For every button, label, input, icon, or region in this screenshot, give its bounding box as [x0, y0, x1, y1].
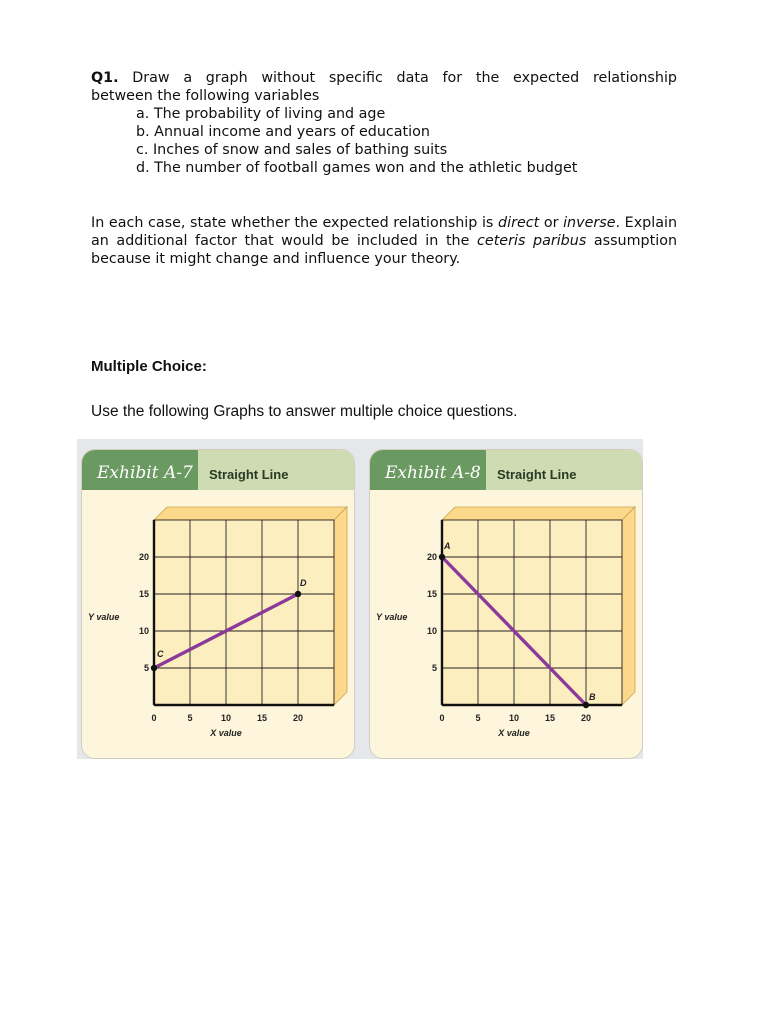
instructions-paragraph — [91, 214, 677, 268]
instr-inverse: inverse — [563, 215, 616, 231]
x-tick-label: 10 — [220, 713, 232, 723]
y-tick-label: 20 — [426, 552, 437, 562]
data-point — [151, 665, 157, 671]
q1-label: Q1. — [91, 70, 119, 86]
data-point — [439, 554, 445, 560]
x-tick-label: 5 — [187, 713, 193, 723]
q1-text-1: Draw a graph without specific data for the expected relationship — [132, 70, 677, 86]
q1-line-1 — [91, 69, 677, 87]
plot-3d-top — [442, 507, 635, 520]
y-axis-label: Y value — [376, 612, 408, 622]
data-point — [295, 591, 301, 597]
y-tick-label: 10 — [138, 626, 149, 636]
list-item: b. Annual income and years of education — [136, 124, 430, 140]
x-tick-label: 0 — [151, 713, 157, 723]
x-tick-label: 5 — [475, 713, 481, 723]
instr-part-2: . Explain an additional factor that would be included in the — [91, 215, 678, 249]
y-tick-label: 20 — [138, 552, 149, 562]
instr-part-1: In each case, state whether the expected relationship is — [91, 215, 499, 231]
plot-area — [154, 520, 334, 705]
exhibit-a7-chart — [82, 450, 354, 758]
question-1 — [91, 69, 677, 177]
instr-or: or — [539, 215, 564, 231]
data-point — [583, 702, 589, 708]
list-item: a. The probability of living and age — [136, 106, 386, 122]
q1-list — [91, 105, 677, 177]
instr-part-3: assumption because it might change and influence your theory. — [91, 233, 677, 267]
exhibits-figure — [77, 439, 643, 759]
q1-line-2: between the following variables — [91, 88, 320, 104]
plot-3d-side — [622, 507, 635, 705]
x-tick-label: 20 — [292, 713, 304, 723]
x-tick-label: 20 — [580, 713, 592, 723]
x-axis-label: X value — [498, 728, 530, 738]
instr-ceteris: ceteris paribus — [477, 233, 587, 249]
list-item: d. The number of football games won and the athletic budget — [136, 160, 578, 176]
y-tick-label: 5 — [143, 663, 149, 673]
exhibit-title: Exhibit A-8 — [385, 463, 481, 483]
point-label: B — [589, 692, 596, 702]
x-tick-label: 0 — [439, 713, 445, 723]
exhibit-a8-panel — [369, 449, 643, 759]
x-tick-label: 15 — [544, 713, 556, 723]
multiple-choice-heading: Multiple Choice: — [91, 358, 207, 375]
point-label: C — [157, 649, 164, 659]
plot-3d-top — [154, 507, 347, 520]
multiple-choice-instruction: Use the following Graphs to answer multiple choice questions. — [91, 403, 518, 420]
exhibit-title: Exhibit A-7 — [97, 463, 193, 483]
list-item: c. Inches of snow and sales of bathing suits — [136, 142, 448, 158]
exhibit-a7-panel — [81, 449, 355, 759]
y-axis-label: Y value — [88, 612, 120, 622]
y-tick-label: 15 — [138, 589, 149, 599]
plot-area — [442, 520, 622, 705]
x-axis-label: X value — [210, 728, 242, 738]
point-label: D — [300, 578, 307, 588]
point-label: A — [444, 541, 451, 551]
y-tick-label: 10 — [426, 626, 437, 636]
exhibit-a8-chart — [370, 450, 642, 758]
plot-3d-side — [334, 507, 347, 705]
exhibit-subtitle: Straight Line — [497, 467, 577, 482]
x-tick-label: 10 — [508, 713, 520, 723]
instr-direct: direct — [498, 215, 540, 231]
exhibit-subtitle: Straight Line — [209, 467, 289, 482]
y-tick-label: 5 — [431, 663, 437, 673]
y-tick-label: 15 — [426, 589, 437, 599]
x-tick-label: 15 — [256, 713, 268, 723]
